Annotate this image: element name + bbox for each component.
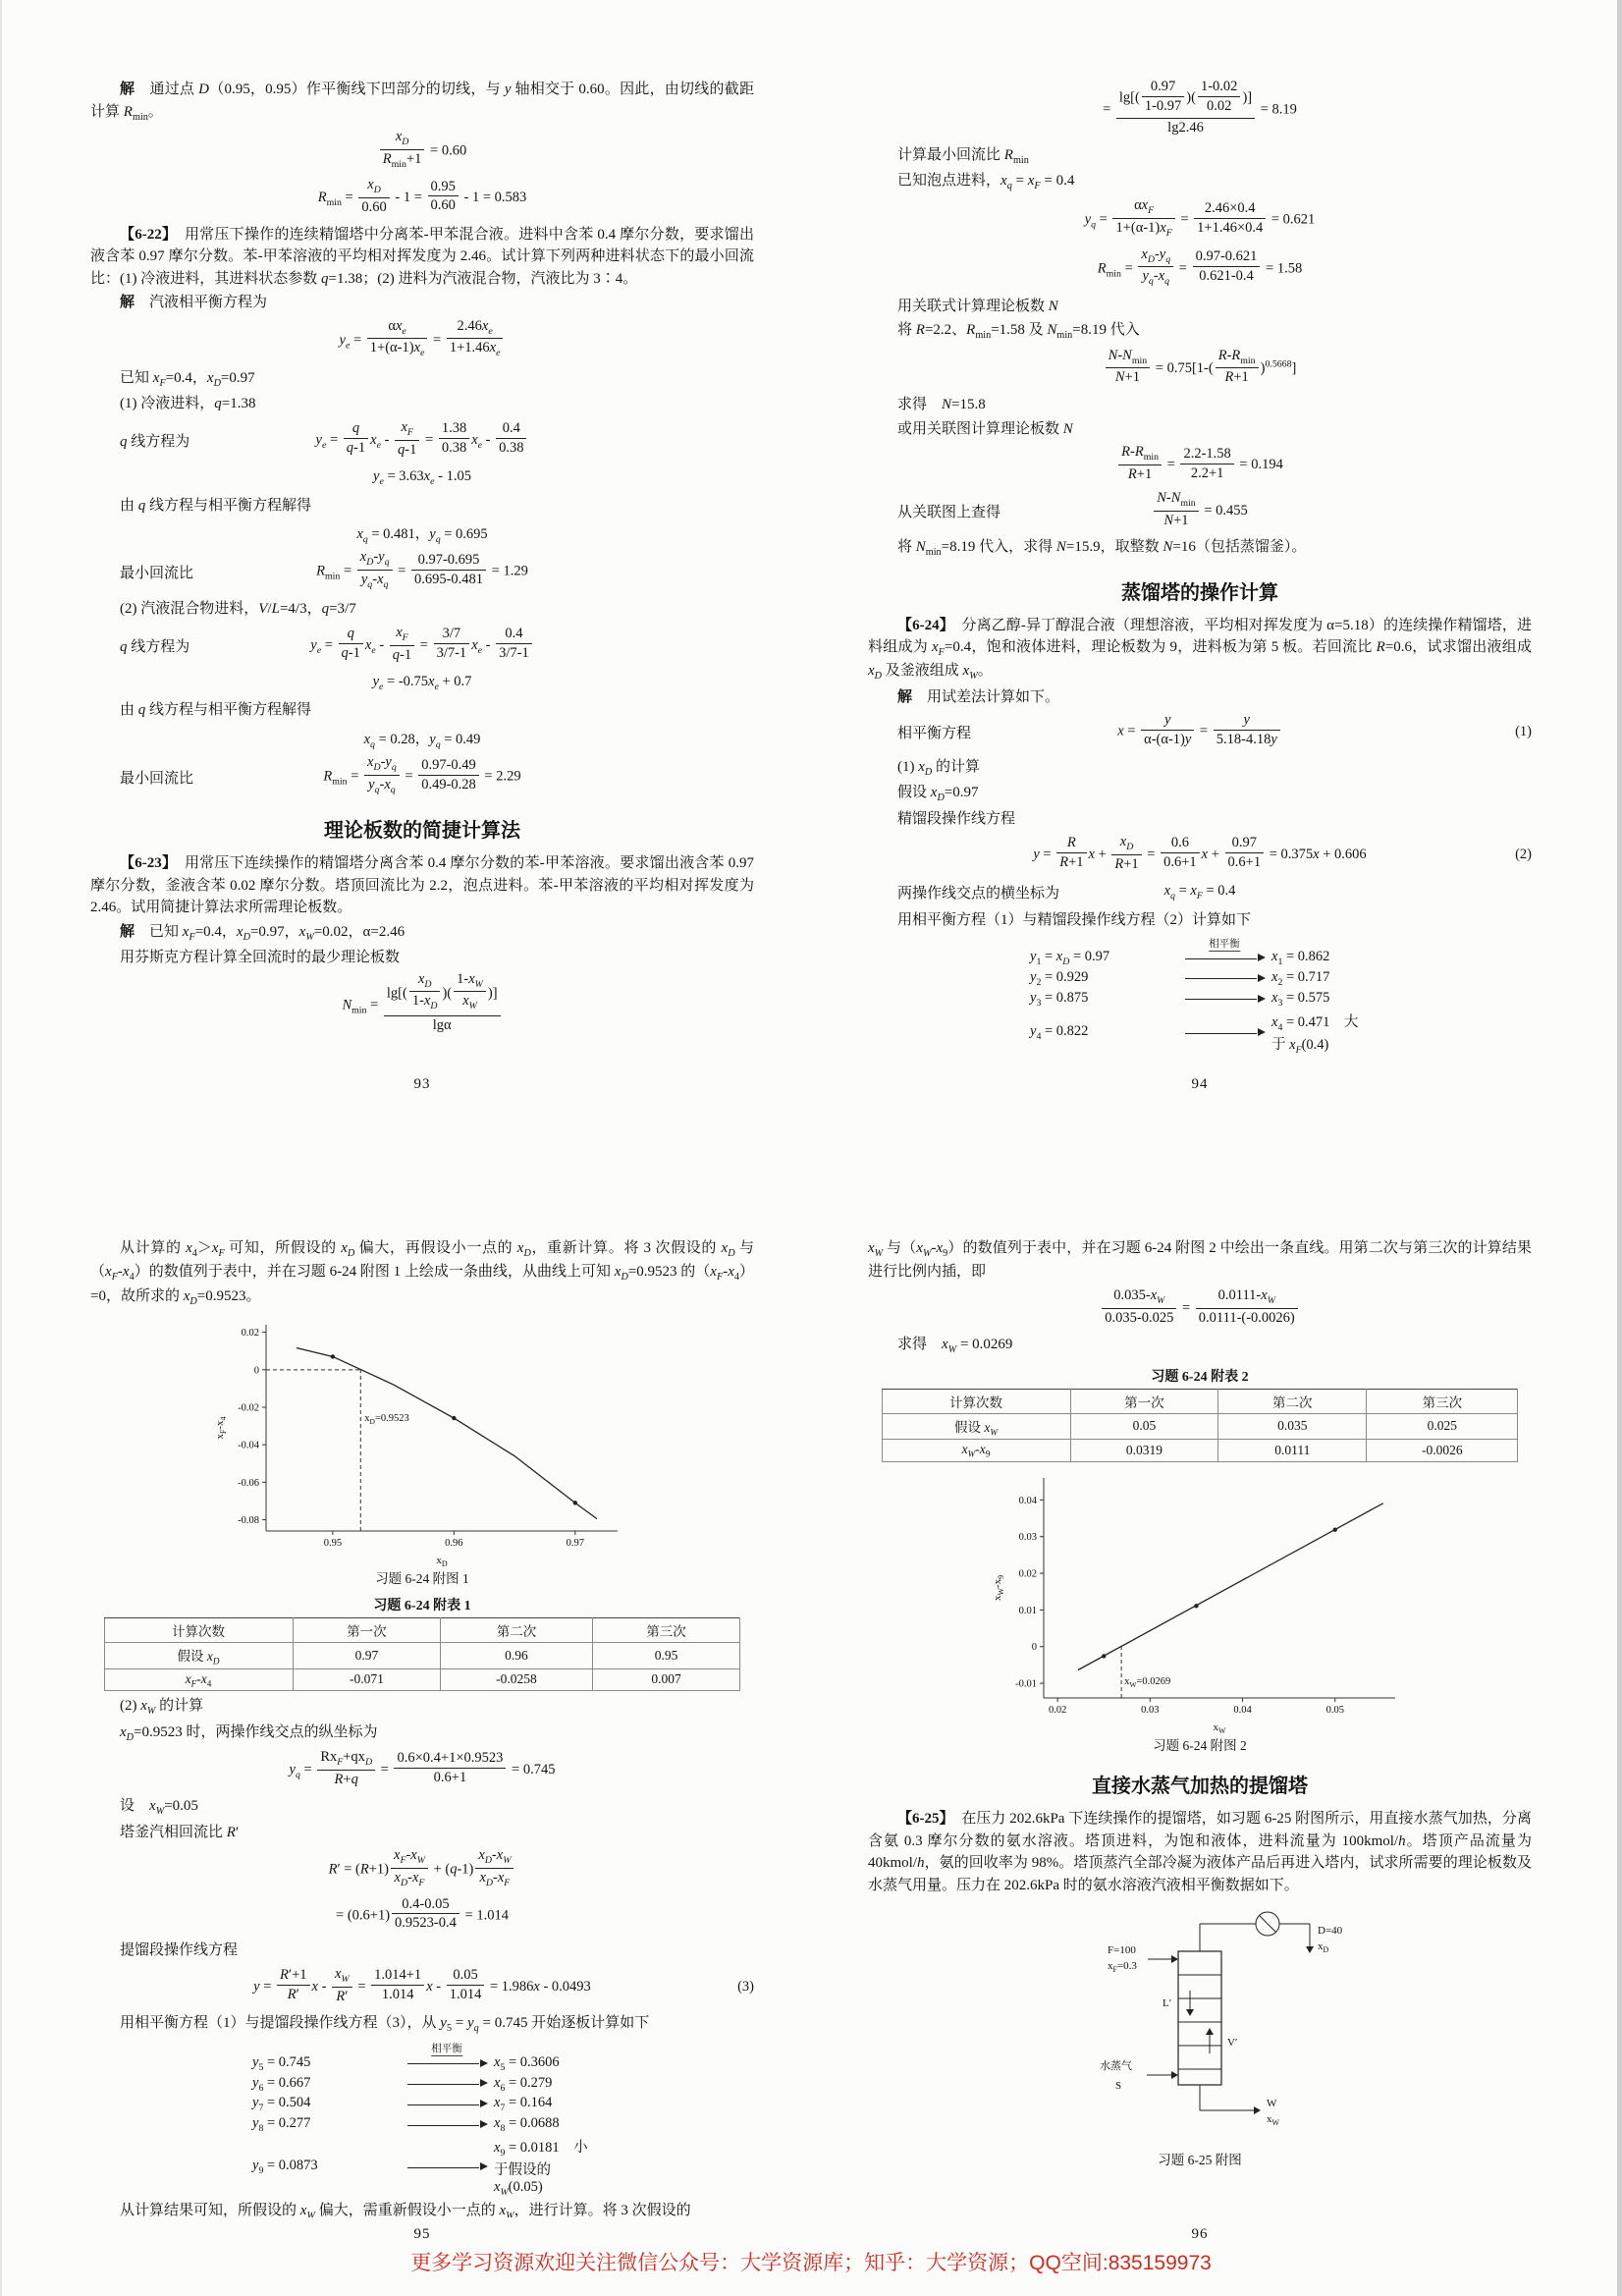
ladder-right-value: $x_4 = 0.471$ 大于 $x_F(0.4)$ [1271, 1013, 1359, 1056]
arrow-head [1258, 974, 1266, 982]
equation-math: $x_q = 0.28$，$y_q = 0.49$ [363, 731, 481, 750]
ladder-right-value: $x_7 = 0.164$ [494, 2095, 553, 2114]
arrow-icon [406, 2076, 488, 2092]
svg-text:xD: $x_D$ [1318, 1941, 1329, 1955]
figure-chart-2 [868, 1466, 1532, 1754]
arrow-shaft [1185, 999, 1257, 1000]
paragraph [868, 394, 1532, 416]
data-table [882, 1389, 1519, 1462]
equation-math: $R_{min}$ = $\frac{x_D-y_q}{y_q-x_q}$ = $\frac{0.97-0.695}{0.695-0.481}$ = 1.29 [316, 549, 528, 590]
equation [90, 130, 754, 173]
paragraph [868, 782, 1532, 805]
paragraph-text: 用常压下操作的连续精馏塔中分离苯-甲苯混合液。进料中含苯 0.4 摩尔分数，要求馏出液含苯 0.97 摩尔分数。苯-甲苯溶液的平均相对挥发度为 2.46。试计算下列两种进料状态下的最小回流比：(1) 冷液进料，其进料状态参数 q=1.38；(2) 进料为汽液混合物，汽液比为 3∶4。 [90, 226, 754, 287]
paragraph-text: (1) 冷液进料，q=1.38 [120, 396, 256, 412]
page-96-number: 96 [1191, 2226, 1209, 2242]
problem-tag: 【6-24】 [897, 617, 947, 633]
equation [868, 349, 1532, 390]
svg-text:xF-x4: $x_F-x_4$ [214, 1416, 228, 1440]
equation [868, 247, 1532, 291]
equation [90, 1897, 754, 1936]
svg-text:xW: $x_W$ [1213, 1722, 1226, 1734]
arrow-head [480, 2100, 488, 2107]
equation-math: $y_e$ = $\alpha x_e$ $1+(\alpha-1)x_e$ = $\frac{2.46x_e}{1+1.46x_e}$ [340, 319, 506, 362]
svg-text:-0.04: -0.04 [238, 1440, 259, 1451]
problem-tag: 【6-22】 [120, 226, 170, 243]
equation-math: $R_{min}$ = $\frac{x_D}{0.60}$ - 1 = $\frac{0.95}{0.60}$ - 1 = 0.583 [317, 177, 527, 215]
paragraph [90, 947, 754, 969]
section-heading: 直接水蒸气加热的提馏塔 [1092, 1776, 1308, 1798]
column-header: 第二次 [441, 1617, 592, 1642]
figure-caption: 习题 6-24 附图 1 [375, 1570, 469, 1586]
paragraph-text: 从计算的 $x_4>x_F$ 可知，所假设的 $x_D$ 偏大，再假设小一点的 $x_D$，重新计算。将 3 次假设的 $x_D$ 与$(x_F-x_4)$的数值列于表中，并在习题 6-24 附图 1 上绘成一条曲线，从曲线上可知 $x_D=0.9523$ 的$(x_F-x_4)=0$，故所求的 $x_D=0.9523$。 [90, 1240, 754, 1307]
arrow-icon [1183, 1025, 1266, 1041]
paragraph [90, 2200, 754, 2217]
scan-edge-left [0, 0, 2, 2296]
page-94-number: 94 [1191, 1076, 1209, 1092]
svg-text:xW: $x_W$ [1267, 2113, 1279, 2128]
arrow-head [480, 2120, 488, 2128]
ladder-row [252, 2044, 592, 2073]
svg-text:-0.06: -0.06 [238, 1477, 259, 1489]
paragraph-text: 提馏段操作线方程 [120, 1942, 239, 1959]
equation-math: $N-N_{min}$ N+1 = 0.75[1-( $R-R_{min}$ R+1 )$^{0.5668}$] [1104, 349, 1297, 390]
solution-label: 解 [897, 688, 913, 705]
equation-label: q 线方程为 [120, 639, 190, 656]
paragraph-text: 精馏段操作线方程 [897, 810, 1016, 827]
paragraph [90, 393, 754, 415]
problem-statement [868, 615, 1532, 684]
paragraph-text: (1) $x_D$ 的计算 [897, 758, 981, 778]
paragraph [90, 1722, 754, 1745]
equation [90, 178, 754, 219]
paragraph-text: 分离乙醇-异丁醇混合液（理想溶液，平均相对挥发度为 α=5.18）的连续操作精馏塔，进料组成为 $x_F=0.4$，饱和液体进料，理论板数为 9，进料板为第 5 板。若回流比 R=0.6，试求馏出液组成 $x_D$ 及釜液组成 $x_W$。 [868, 617, 1532, 683]
paragraph [868, 686, 1532, 709]
paragraph [90, 495, 754, 518]
equation-math: $y_e$ = $\frac{q}{q-1}$ $x_e$ - $\frac{x_F}{q-1}$ = $\frac{3/7}{3/7-1}$ $x_e$ - $\frac{0.4}{3/7-1}$ [310, 626, 533, 667]
arrow-shaft [407, 2125, 479, 2126]
ladder-left-value: $y_4 = 0.822$ [1030, 1023, 1089, 1043]
svg-text:0.02: 0.02 [1048, 1705, 1067, 1717]
equation-math: $x_q = 0.481$，$y_q = 0.695$ [356, 525, 488, 545]
table-cell: 假设 $x_D$ [104, 1642, 293, 1668]
data-table [104, 1617, 741, 1691]
ladder-left-value: $y_3 = 0.875$ [1030, 989, 1089, 1009]
ladder-row [252, 2136, 592, 2198]
paragraph-text: 用试差法计算如下。 [927, 688, 1060, 705]
paragraph-text: 用相平衡方程（1）与提馏段操作线方程（3），从 $y_5 = y_q = 0.745$ 开始逐板计算如下 [120, 2015, 650, 2035]
chart-2-svg [989, 1466, 1411, 1733]
arrow-icon [1183, 970, 1266, 986]
ladder-row [252, 2095, 592, 2113]
table-cell: -0.071 [293, 1668, 441, 1691]
problem-statement [90, 224, 754, 291]
section-heading: 蒸馏塔的操作计算 [1121, 581, 1278, 604]
equation [90, 671, 754, 694]
page-96 [868, 1235, 1532, 2243]
equation-number: (2) [1515, 847, 1532, 863]
paragraph [868, 756, 1532, 780]
svg-text:水蒸气: 水蒸气 [1100, 2060, 1132, 2073]
page-93 [90, 77, 754, 1093]
paragraph [90, 598, 754, 621]
equation-label: 相平衡方程 [897, 726, 972, 742]
paragraph-text: $x_D=0.9523$ 时，两操作线交点的纵坐标为 [120, 1723, 378, 1743]
ladder-right-value: $x_2 = 0.717$ [1271, 968, 1330, 988]
table-header-row [882, 1389, 1518, 1413]
arrow-shaft [407, 2167, 479, 2168]
equation-label: 最小回流比 [120, 565, 194, 581]
page-95-content [90, 1235, 754, 2217]
table-row [882, 1413, 1518, 1440]
ladder-right-value: $x_3 = 0.575$ [1271, 989, 1330, 1009]
page-95 [90, 1235, 754, 2243]
arrow-icon [1183, 938, 1266, 966]
chart-1-svg [211, 1313, 633, 1566]
paragraph-text: $x_W$ 与$(x_W-x_9)$的数值列于表中，并在习题 6-24 附图 2 中绘出一条直线。用第二次与第三次的计算结果进行比例内插，即 [868, 1240, 1532, 1281]
table-caption: 习题 6-24 附表 1 [373, 1598, 471, 1613]
svg-text:0.02: 0.02 [241, 1328, 259, 1339]
ladder-left-value: $y_9 = 0.0873$ [252, 2158, 318, 2177]
arrow-icon [406, 2117, 488, 2133]
column-header: 第一次 [1070, 1389, 1218, 1413]
equation-math: y = $\frac{R'+1}{R'}$ x - $\frac{x_W}{R'}$ = $\frac{1.014+1}{1.014}$ x - $\frac{0.05}{1.014}$ = 1.986x - 0.0493 [253, 1965, 591, 2004]
svg-text:V′: V′ [1227, 2037, 1238, 2050]
solution-label: 解 [120, 82, 135, 97]
equation [868, 713, 1532, 751]
equation-math: y = $\frac{R}{R+1}$ x + $\frac{x_D}{R+1}$ = $\frac{0.6}{0.6+1}$ x + $\frac{0.97}{0.6+1}$ = 0.375x + 0.606 [1033, 834, 1367, 872]
problem-statement [90, 852, 754, 919]
page-95-number: 95 [413, 2226, 431, 2242]
arrow-shaft [1185, 1033, 1257, 1034]
table-cell: $x_W-x_9$ [882, 1440, 1070, 1462]
svg-text:W: W [1267, 2098, 1277, 2110]
equation [868, 881, 1532, 904]
section-heading: 理论板数的简捷计算法 [324, 820, 520, 843]
equation [90, 755, 754, 798]
solution-label: 解 [120, 923, 135, 940]
svg-text:-0.08: -0.08 [238, 1514, 259, 1526]
equation [90, 626, 754, 667]
table-row [104, 1642, 740, 1668]
page-94 [868, 77, 1532, 1093]
page-93-number: 93 [413, 1076, 431, 1092]
paragraph [868, 909, 1532, 932]
ladder-left-value: $y_7 = 0.504$ [252, 2095, 311, 2114]
paragraph-text: 将 $N_{min}=8.19$ 代入，求得 N=15.9，取整数 N=16（包括蒸馏釜）。 [897, 539, 1307, 559]
equation [868, 198, 1532, 242]
equation [90, 1967, 754, 2008]
equation-math: $y_q$ = $\alpha x_F$ $1+(\alpha-1)x_F$ = $\frac{2.46\times 0.4}{1+1.46\times 0.4}$ = 0.621 [1084, 197, 1316, 239]
paragraph [90, 699, 754, 722]
equation-math: $y_q$ = $Rx_F+qx_D$ R+q = $\frac{0.6\times 0.4+1\times 0.9523}{0.6+1}$ = 0.745 [289, 1748, 556, 1787]
table-cell: $x_F-x_4$ [104, 1668, 293, 1691]
arrow-head [480, 2079, 488, 2087]
stepwise-calculation [1030, 935, 1370, 1055]
svg-text:0.04: 0.04 [1233, 1705, 1252, 1717]
arrow-head [480, 2162, 488, 2170]
paragraph [868, 808, 1532, 831]
paragraph [90, 2012, 754, 2036]
ladder-left-value: $y_6 = 0.667$ [252, 2074, 311, 2094]
table-row [882, 1440, 1518, 1462]
paragraph-text: 用关联式计算理论板数 N [897, 298, 1058, 314]
problem-statement [868, 1808, 1532, 1896]
svg-text:0.04: 0.04 [1018, 1495, 1037, 1506]
paragraph [90, 1822, 754, 1844]
equation [868, 1288, 1532, 1330]
ladder-row [1030, 1011, 1370, 1056]
paragraph [868, 1237, 1532, 1284]
table-cell: 假设 $x_W$ [882, 1413, 1070, 1440]
svg-text:xD: $x_D$ [436, 1554, 448, 1566]
svg-text:0.05: 0.05 [1325, 1705, 1344, 1717]
column-header: 第三次 [592, 1617, 740, 1642]
ladder-row [1030, 969, 1370, 988]
paragraph-text: (2) 汽液混合物进料，V/L=4/3，q=3/7 [120, 601, 356, 618]
equilibrium-note: 相平衡 [431, 2044, 462, 2056]
arrow-shaft [407, 2084, 479, 2085]
paragraph [90, 921, 754, 945]
svg-text:0.97: 0.97 [566, 1537, 584, 1549]
equation-math: = lg[( $\frac{0.97}{1-0.97}$ )( $\frac{1-0.02}{0.02}$ )] lg2.46 = 8.19 [1103, 79, 1297, 136]
paragraph [90, 79, 754, 125]
svg-text:D=40: D=40 [1318, 1925, 1343, 1938]
svg-text:0.02: 0.02 [1018, 1568, 1037, 1580]
equation [90, 521, 754, 545]
ladder-left-value: $y_2 = 0.929$ [1030, 968, 1089, 988]
svg-text:xF=0.3: $x_F=0.3$ [1108, 1960, 1137, 1975]
equation-label: 从关联图上查得 [897, 505, 1001, 521]
ladder-row [252, 2115, 592, 2134]
ladder-right-value: $x_9 = 0.0181$ 小于假设的 $x_W(0.05)$ [494, 2140, 588, 2198]
ladder-row [1030, 990, 1370, 1009]
arrow-head [480, 2059, 488, 2067]
table-cell: 0.0111 [1218, 1440, 1367, 1462]
svg-text:0.03: 0.03 [1141, 1705, 1160, 1717]
paragraph-text: 由 q 线方程与相平衡方程解得 [120, 702, 312, 719]
figure-caption: 习题 6-25 附图 [1158, 2153, 1242, 2168]
paragraph-text: 由 q 线方程与相平衡方程解得 [120, 497, 312, 514]
paragraph-text: 用芬斯克方程计算全回流时的最少理论板数 [120, 950, 401, 966]
equilibrium-note: 相平衡 [1209, 939, 1240, 952]
paragraph [90, 367, 754, 391]
column-header: 第二次 [1218, 1389, 1367, 1413]
equation-math: $x_q = x_F = 0.4$ [1163, 883, 1236, 902]
arrow-shaft [407, 2063, 479, 2064]
paragraph-text: 用常压下连续操作的精馏塔分离含苯 0.4 摩尔分数的苯-甲苯溶液。要求馏出液含苯 0.97 摩尔分数，釜液含苯 0.02 摩尔分数。塔顶回流比为 2.2，泡点进料。苯-甲苯溶液的平均相对挥发度为 2.46。试用简捷计算法求所需理论板数。 [90, 855, 754, 916]
svg-text:S: S [1115, 2080, 1122, 2093]
arrow-icon [406, 2097, 488, 2112]
equation-math: $y_e = -0.75x_e + 0.7$ [372, 674, 472, 692]
ladder-left-value: $y_8 = 0.277$ [252, 2115, 311, 2135]
equation-math: $y_e$ = $\frac{q}{q-1}$ $x_e$ - $\frac{x_F}{q-1}$ = $\frac{1.38}{0.38}$ $x_e$ - $\frac{0.4}{0.38}$ [316, 420, 529, 462]
page-96-content [868, 1235, 1532, 2217]
arrow-icon [406, 2159, 488, 2175]
equation [868, 491, 1532, 532]
svg-text:0: 0 [1031, 1642, 1037, 1654]
paragraph [90, 292, 754, 314]
svg-text:xW-x9: $x_W-x_9$ [992, 1574, 1005, 1602]
paragraph-text: 已知 $x_F=0.4$，$x_D=0.97$，$x_W=0.02$，α=2.46 [149, 923, 406, 943]
equation-label: q 线方程为 [120, 434, 190, 451]
column-header: 第一次 [293, 1617, 441, 1642]
table-caption: 习题 6-24 附表 2 [1151, 1369, 1249, 1385]
equation-math: $x_D$ $R_{min}+1$ = 0.60 [378, 130, 466, 173]
svg-text:-0.01: -0.01 [1015, 1678, 1037, 1690]
table-cell: 0.95 [592, 1642, 740, 1668]
paragraph [868, 536, 1532, 560]
ladder-left-value: $y_1 = x_D = 0.97$ [1030, 949, 1110, 967]
table-cell: -0.0026 [1367, 1440, 1518, 1462]
paragraph-text: 求得 N=15.8 [897, 397, 986, 413]
svg-text:F=100: F=100 [1108, 1944, 1136, 1957]
svg-text:0.95: 0.95 [323, 1537, 343, 1549]
column-header: 计算次数 [104, 1617, 293, 1642]
problem-tag: 【6-25】 [897, 1811, 947, 1828]
equation [90, 1750, 754, 1791]
scan-edge-shadow [1617, 0, 1622, 2296]
equation-number: (1) [1515, 724, 1532, 740]
equation-math: R′ = (R+1) $\frac{x_F-x_W}{x_D-x_F}$ + (q-1) $\frac{x_D-x_W}{x_D-x_F}$ [329, 1848, 516, 1891]
figure-chart-1 [90, 1313, 754, 1587]
equation-math: $N_{min}$ = lg[( $\frac{x_D}{1-x_D}$ )( $\frac{1-x_W}{x_W}$ )] lgα [342, 974, 502, 1037]
paragraph [868, 319, 1532, 343]
figure-column-diagram [868, 1900, 1532, 2168]
svg-text:0.96: 0.96 [445, 1537, 463, 1549]
paragraph-text: 已知 $x_F=0.4$，$x_D=0.97$ [120, 370, 255, 390]
table-cell: -0.0258 [441, 1668, 592, 1691]
equation [90, 1848, 754, 1891]
table-cell: 0.05 [1070, 1413, 1218, 1440]
equation [868, 79, 1532, 139]
table-cell: 0.0319 [1070, 1440, 1218, 1462]
paragraph-text: (2) $x_W$ 的计算 [120, 1698, 204, 1718]
paragraph [90, 1940, 754, 1962]
paragraph [868, 296, 1532, 318]
arrow-head [1258, 1028, 1266, 1036]
paragraph [868, 144, 1532, 168]
paragraph [90, 1795, 754, 1819]
table-cell: 0.007 [592, 1668, 740, 1691]
arrow-head [1258, 995, 1266, 1003]
equation-math: $y_e = 3.63x_e - 1.05$ [373, 468, 471, 487]
figure-caption: 习题 6-24 附图 2 [1153, 1738, 1247, 1754]
paragraph-text: 用相平衡方程（1）与精馏段操作线方程（2）计算如下 [897, 911, 1252, 928]
equation-math: $N-N_{min}$ N+1 = 0.455 [1152, 491, 1248, 532]
page-93-content [90, 77, 754, 1067]
equation [90, 550, 754, 593]
equation-math: x = $\frac{y}{\alpha-(\alpha-1)y}$ = $\frac{y}{5.18-4.18y}$ [1117, 713, 1282, 751]
equation-math: $\frac{0.035-x_W}{0.035-0.025}$ = $\frac{0.0111-x_W}{0.0111-(-0.0026)}$ [1100, 1288, 1300, 1330]
column-diagram-svg [1053, 1900, 1347, 2148]
problem-tag: 【6-23】 [120, 855, 170, 872]
equation-math: $R_{min}$ = $\frac{x_D-y_q}{y_q-x_q}$ = $\frac{0.97-0.49}{0.49-0.28}$ = 2.29 [323, 753, 521, 795]
arrow-shaft [1185, 978, 1257, 979]
equation [868, 835, 1532, 876]
svg-text:xD=0.9523: $x_D=0.9523$ [364, 1412, 409, 1426]
paragraph [868, 1334, 1532, 1357]
table-cell: 0.96 [441, 1642, 592, 1668]
paragraph [90, 1237, 754, 1309]
svg-text:0: 0 [253, 1365, 259, 1377]
svg-text:-0.02: -0.02 [238, 1402, 259, 1414]
paragraph-text: 通过点 D（0.95，0.95）作平衡线下凹部分的切线，与 y 轴相交于 0.60。因此，由切线的截距计算 $R_{min}$。 [90, 82, 754, 123]
arrow-shaft [1185, 958, 1257, 959]
equation [90, 970, 754, 1037]
ladder-right-value: $x_6 = 0.279$ [494, 2074, 553, 2094]
paragraph-text: 在压力 202.6kPa 下连续操作的提馏塔，如习题 6-25 附图所示，用直接水蒸气加热，分离含氨 0.3 摩尔分数的氨水溶液。塔顶进料，为饱和液体，进料流量为 100kmol/h。塔顶产品流量为 40kmol/h，氨的回收率为 98%。塔顶蒸汽全部冷凝为液体产品后再进入塔内，试求所需要的理论板数及水蒸气用量。压力在 202.6kPa 时的氨水溶液汽液相平衡数据如下。 [868, 1811, 1532, 1893]
equation-label: 两操作线交点的横坐标为 [897, 886, 1060, 902]
equation-math: $R_{min}$ = $\frac{x_D-y_q}{y_q-x_q}$ = $\frac{0.97-0.621}{0.621-0.4}$ = 1.58 [1097, 246, 1303, 288]
ladder-right-value: $x_1 = 0.862$ [1271, 949, 1330, 967]
table-cell: 0.035 [1218, 1413, 1367, 1440]
column-header: 计算次数 [882, 1389, 1070, 1413]
paragraph-text: 汽液相平衡方程为 [149, 295, 268, 311]
promo-footer: 更多学习资源欢迎关注微信公众号：大学资源库；知乎：大学资源；QQ空间:835159973 [410, 2252, 1212, 2274]
paragraph-text: 将 R=2.2、$R_{min}=1.58$ 及 $N_{min}=8.19$ 代入 [897, 322, 1140, 342]
ladder-row [252, 2075, 592, 2094]
arrow-head [1258, 954, 1266, 961]
paragraph [868, 418, 1532, 441]
stepwise-calculation [252, 2041, 592, 2198]
ladder-row [1030, 938, 1370, 967]
ladder-right-value: $x_8 = 0.0688$ [494, 2115, 560, 2135]
table-header-row [104, 1617, 740, 1642]
equation [90, 727, 754, 750]
ladder-left-value: $y_5 = 0.745$ [252, 2053, 311, 2073]
paragraph-text: 已知泡点进料，$x_q = x_F = 0.4$ [897, 172, 1075, 191]
equation [90, 466, 754, 490]
solution-label: 解 [120, 295, 135, 311]
paragraph-text: 或用关联图计算理论板数 N [897, 420, 1073, 437]
paragraph [868, 170, 1532, 193]
paragraph-text: 计算最小回流比 $R_{min}$ [897, 146, 1029, 166]
svg-text:L′: L′ [1162, 1997, 1172, 2010]
table-row [104, 1668, 740, 1691]
column-header: 第三次 [1367, 1389, 1518, 1413]
equation [90, 319, 754, 362]
equation-math: = (0.6+1) $\frac{0.4-0.05}{0.9523-0.4}$ = 1.014 [336, 1895, 509, 1932]
svg-text:0.03: 0.03 [1018, 1532, 1037, 1544]
paragraph-text: 从计算结果可知，所假设的 $x_W$ 偏大，需重新假设小一点的 $x_W$，进行计算。将 3 次假设的 [120, 2202, 691, 2217]
paragraph [90, 1695, 754, 1719]
arrow-icon [1183, 991, 1266, 1007]
svg-text:xW=0.0269: $x_W=0.0269$ [1124, 1676, 1171, 1690]
paragraph-text: 求得 $x_W = 0.0269$ [897, 1337, 1013, 1356]
page-94-content [868, 77, 1532, 1067]
svg-text:0.01: 0.01 [1018, 1605, 1037, 1616]
equation [868, 445, 1532, 486]
paragraph-text: 假设 $x_D=0.97$ [897, 785, 979, 804]
paragraph-text: 设 $x_W=0.05$ [120, 1798, 198, 1818]
paragraph-text: 塔釜汽相回流比 R′ [120, 1824, 240, 1840]
equation-label: 最小回流比 [120, 770, 194, 787]
table-cell: 0.025 [1367, 1413, 1518, 1440]
equation-math: $R-R_{min}$ R+1 = $\frac{2.2-1.58}{2.2+1}$ = 0.194 [1116, 445, 1283, 486]
equation [90, 420, 754, 462]
table-cell: 0.97 [293, 1642, 441, 1668]
arrow-icon [406, 2044, 488, 2071]
ladder-right-value: $x_5 = 0.3606$ [494, 2053, 560, 2073]
equation-number: (3) [737, 1979, 754, 1995]
